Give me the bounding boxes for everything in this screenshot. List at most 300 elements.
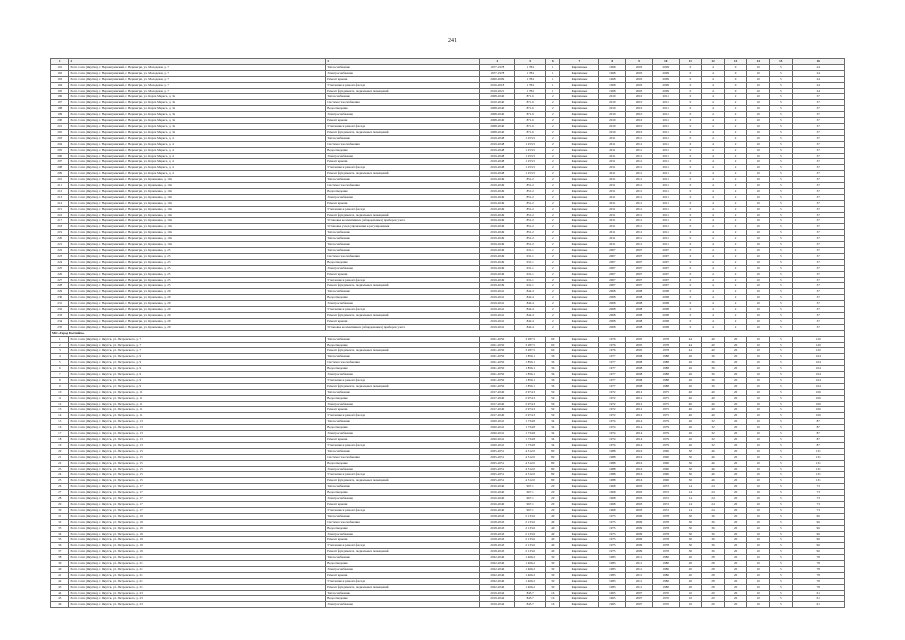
table-cell: 37 <box>792 301 844 307</box>
table-cell: 21 <box>51 454 69 460</box>
table-cell: 14 <box>679 490 702 496</box>
table-cell: 2 <box>51 342 69 348</box>
table-cell: 20 <box>724 602 747 608</box>
table-cell: 10 <box>747 177 770 183</box>
table-cell: 5 <box>769 525 792 531</box>
table-cell: 0 <box>679 88 702 94</box>
table-cell: 30 <box>51 507 69 513</box>
table-cell: 631.1 <box>515 283 546 289</box>
table-cell: 2 <box>724 230 747 236</box>
table-cell: 2008 <box>652 289 679 295</box>
table-cell: 2 <box>724 194 747 200</box>
table-cell: 46 <box>702 448 725 454</box>
table-cell: 37 <box>792 271 844 277</box>
table-cell: 2 <box>724 236 747 242</box>
table-cell: 5 <box>769 165 792 171</box>
table-cell: 30 <box>679 537 702 543</box>
table-cell: 78 <box>792 561 844 567</box>
table-cell: 2010 <box>626 94 653 100</box>
table-cell: 37 <box>792 188 844 194</box>
table-cell: 1986 <box>652 555 679 561</box>
table-cell: 40 <box>679 407 702 413</box>
table-cell: 631.1 <box>515 248 546 254</box>
table-cell: Кирпичные <box>560 135 599 141</box>
table-cell: 37 <box>792 324 844 330</box>
table-cell: 1983 <box>599 561 626 567</box>
table-cell: 2012 <box>626 401 653 407</box>
table-cell: 2 <box>724 141 747 147</box>
table-cell: 96 <box>792 525 844 531</box>
table-cell: 24 <box>792 82 844 88</box>
table-cell: 2 <box>546 218 560 224</box>
table-cell: 2011 <box>626 153 653 159</box>
table-cell: 23 <box>51 466 69 472</box>
table-cell: 1978 <box>652 342 679 348</box>
table-cell: 2 133.6 <box>515 519 546 525</box>
table-cell: 1974 <box>599 437 626 443</box>
table-cell: 1968 <box>599 88 626 94</box>
table-cell: 1 466.2 <box>515 566 546 572</box>
table-cell: 10 <box>747 64 770 70</box>
table-cell: 2014 <box>626 419 653 425</box>
table-cell: Ремонт фундамента, подвальных помещений <box>326 171 480 177</box>
table-cell: 20 <box>724 442 747 448</box>
table-cell: 2019-2049 <box>480 242 515 248</box>
table-cell: 20 <box>546 507 560 513</box>
table-cell: 10 <box>747 590 770 596</box>
table-cell: 2003 <box>626 82 653 88</box>
table-cell: 60 <box>546 336 560 342</box>
table-cell: 40 <box>702 413 725 419</box>
table-cell: 2 <box>546 324 560 330</box>
table-cell: 2007 <box>599 265 626 271</box>
table-cell: 0 <box>679 123 702 129</box>
table-cell: Респ. Саха (Якутия), г. Нерюнгринский, г. Нерюнгри, ул. Кравченко, д. 25 <box>69 283 326 289</box>
table-cell: 2018-2043 <box>480 543 515 549</box>
table-cell: 2019-2048 <box>480 135 515 141</box>
table-cell: 2009 <box>626 513 653 519</box>
table-cell: 30 <box>679 525 702 531</box>
table-cell: 2008 <box>599 295 626 301</box>
table-cell: 2009 <box>652 88 679 94</box>
table-cell: 2011 <box>626 159 653 165</box>
table-cell: 37 <box>792 218 844 224</box>
table-cell: 1965 <box>599 602 626 608</box>
table-cell: 20 <box>702 596 725 602</box>
table-cell: 2 <box>724 183 747 189</box>
table-cell: 5 <box>769 94 792 100</box>
table-cell: 2011 <box>626 183 653 189</box>
table-cell: 20 <box>546 501 560 507</box>
table-cell: 4 <box>702 123 725 129</box>
table-cell: 2011 <box>652 94 679 100</box>
table-cell: 1965 <box>599 590 626 596</box>
table-cell: 2021-2050 <box>480 377 515 383</box>
table-cell: Респ. Саха (Якутия), г. Якутск, ул. Петровского, д. 7 <box>69 342 326 348</box>
table-cell: 1 734.8 <box>515 442 546 448</box>
table-cell: Кирпичные <box>560 283 599 289</box>
table-cell: Респ. Саха (Якутия), г. Нерюнгринский, г. Нерюнгри, ул. Кравченко, д. 29 <box>69 295 326 301</box>
table-cell: 218 <box>51 224 69 230</box>
table-cell: 233 <box>51 312 69 318</box>
table-cell: 2011 <box>626 236 653 242</box>
table-cell: Ремонт фундамента, подвальных помещений <box>326 312 480 318</box>
table-cell: Кирпичные <box>560 336 599 342</box>
table-cell: 2010 <box>599 118 626 124</box>
table-cell: 0 <box>679 312 702 318</box>
table-cell: Респ. Саха (Якутия), г. Якутск, ул. Петровского, д. 17 <box>69 507 326 513</box>
table-cell: 26 <box>679 437 702 443</box>
table-cell: 80 <box>546 448 560 454</box>
table-cell: 0 <box>679 289 702 295</box>
table-cell: 2008 <box>652 312 679 318</box>
table-cell: Респ. Саха (Якутия), г. Якутск, ул. Петровского, д. 17 <box>69 484 326 490</box>
table-cell: 26 <box>679 366 702 372</box>
table-cell: Кирпичные <box>560 242 599 248</box>
table-cell: 2008-2040 <box>480 112 515 118</box>
table-cell: 37 <box>51 549 69 555</box>
table-cell: 59 <box>546 407 560 413</box>
table-cell: 20 <box>724 383 747 389</box>
table-cell: 30 <box>679 543 702 549</box>
table-cell: Респ. Саха (Якутия), г. Нерюнгринский, г. Нерюнгри, ул. Кравченко, д. 10а <box>69 194 326 200</box>
table-cell: 0 <box>679 265 702 271</box>
table-cell: 851.2 <box>515 177 546 183</box>
table-cell: 5 <box>769 141 792 147</box>
table-cell: 37 <box>792 112 844 118</box>
table-cell: 1975 <box>652 407 679 413</box>
table-cell: Электроснабжение <box>326 431 480 437</box>
table-cell: Электроснабжение <box>326 466 480 472</box>
table-cell: Водоотведение <box>326 342 480 348</box>
table-cell: 50 <box>679 478 702 484</box>
table-cell: 10 <box>747 218 770 224</box>
table-cell: 2019-2049 <box>480 283 515 289</box>
table-cell: 60 <box>546 348 560 354</box>
table-cell: 2022-2046 <box>480 584 515 590</box>
table-cell: 5 <box>769 501 792 507</box>
table-cell: 22 <box>51 460 69 466</box>
table-cell: 10 <box>747 507 770 513</box>
table-cell: 2 <box>724 171 747 177</box>
table-cell: Кирпичные <box>560 561 599 567</box>
table-cell: 5 <box>769 584 792 590</box>
table-cell: 0 <box>724 82 747 88</box>
table-cell: 1990 <box>652 472 679 478</box>
table-cell: 20 <box>724 395 747 401</box>
table-cell: Кирпичные <box>560 454 599 460</box>
table-cell: 10 <box>747 460 770 466</box>
table-cell: 1983 <box>599 584 626 590</box>
table-cell: 40 <box>546 519 560 525</box>
table-cell: 10 <box>747 377 770 383</box>
table-cell: 32 <box>702 431 725 437</box>
table-cell: 40 <box>679 395 702 401</box>
table-cell: 2009 <box>652 64 679 70</box>
table-cell: 106 <box>792 413 844 419</box>
table-cell: 80 <box>546 478 560 484</box>
table-cell: 2021-2050 <box>480 342 515 348</box>
table-cell: Респ. Саха (Якутия), г. Якутск, ул. Петровского, д. 15 <box>69 466 326 472</box>
table-cell: 2011 <box>626 171 653 177</box>
table-cell: 2016 <box>626 448 653 454</box>
table-cell: Респ. Саха (Якутия), г. Нерюнгринский, г. Нерюнгри, ул. Кравченко, д. 25 <box>69 259 326 265</box>
table-cell: 20 <box>51 448 69 454</box>
table-cell: 10 <box>747 153 770 159</box>
table-cell: 1979 <box>652 419 679 425</box>
table-cell: 46 <box>702 478 725 484</box>
table-cell: 10 <box>747 561 770 567</box>
table-cell: 0 <box>679 100 702 106</box>
table-cell: 4 <box>702 283 725 289</box>
table-cell: 37 <box>792 312 844 318</box>
table-cell: 2012 <box>626 389 653 395</box>
table-cell: 104 <box>792 366 844 372</box>
table-cell: 2010 <box>599 123 626 129</box>
table-cell: Кирпичные <box>560 566 599 572</box>
table-cell: 25 <box>51 478 69 484</box>
table-cell: 2 <box>724 312 747 318</box>
table-cell: 2 <box>724 100 747 106</box>
table-cell: 4 <box>702 183 725 189</box>
table-cell: Ремонт фундамента, подвальных помещений <box>326 283 480 289</box>
table-cell: Респ. Саха (Якутия), г. Якутск, ул. Петровского, д. 19 <box>69 531 326 537</box>
table-cell: 1 784 <box>515 88 546 94</box>
table-cell: 2 <box>546 230 560 236</box>
table-cell: Утепление и ремонт фасада <box>326 377 480 383</box>
table-cell: 2009 <box>626 543 653 549</box>
table-cell: 5 <box>769 602 792 608</box>
table-cell: Кирпичные <box>560 448 599 454</box>
table-cell: 4 <box>702 165 725 171</box>
table-cell: 10 <box>747 342 770 348</box>
table-cell: 5 <box>769 555 792 561</box>
table-cell: 131 <box>792 448 844 454</box>
table-cell: Кирпичные <box>560 165 599 171</box>
table-cell: Кирпичные <box>560 537 599 543</box>
table-cell: 2016-2040 <box>480 507 515 513</box>
table-cell: 631.1 <box>515 277 546 283</box>
table-cell: 0 <box>679 135 702 141</box>
table-cell: 2008-2040 <box>480 94 515 100</box>
table-cell: 50 <box>679 472 702 478</box>
table-cell: 967.1 <box>515 490 546 496</box>
table-cell: Теплоснабжение <box>326 555 480 561</box>
table-cell: Система газоснабжения <box>326 360 480 366</box>
table-cell: 4 <box>702 177 725 183</box>
table-cell: Кирпичные <box>560 70 599 76</box>
table-cell: 3 <box>326 59 480 65</box>
table-cell: 5 <box>769 64 792 70</box>
table-cell: 20 <box>546 490 560 496</box>
table-cell: 2007 <box>626 596 653 602</box>
table-cell: 1968 <box>599 501 626 507</box>
table-cell: 2 <box>724 200 747 206</box>
table-cell: Респ. Саха (Якутия), г. Якутск, ул. Петровского, д. 19 <box>69 549 326 555</box>
table-cell: 2003 <box>626 70 653 76</box>
table-cell: 4 <box>702 129 725 135</box>
table-cell: 967.1 <box>515 484 546 490</box>
table-cell: 2021-2050 <box>480 366 515 372</box>
table-cell: 10 <box>747 259 770 265</box>
table-cell: 20 <box>724 431 747 437</box>
table-cell: 1979 <box>652 431 679 437</box>
table-cell: 50 <box>679 448 702 454</box>
table-cell: 0 <box>724 76 747 82</box>
table-cell: 222 <box>51 248 69 254</box>
table-cell: 2005 <box>626 342 653 348</box>
table-cell: 2 <box>724 283 747 289</box>
table-cell: 5 <box>769 389 792 395</box>
table-cell: 46 <box>702 466 725 472</box>
table-cell: Кирпичные <box>560 401 599 407</box>
table-cell: 2010 <box>626 129 653 135</box>
table-cell: 2011 <box>626 230 653 236</box>
table-cell: 5 <box>769 466 792 472</box>
table-cell: 5 <box>769 153 792 159</box>
table-cell: 2003 <box>626 501 653 507</box>
table-cell: 2 <box>546 224 560 230</box>
table-cell: Респ. Саха (Якутия), г. Нерюнгринский, г. Нерюнгри, ул. Карла Маркса, д. 3а <box>69 112 326 118</box>
table-cell: 20 <box>724 454 747 460</box>
table-cell: 34 <box>546 442 560 448</box>
table-cell: 26 <box>679 419 702 425</box>
table-cell: Респ. Саха (Якутия), г. Якутск, ул. Петровского, д. 17 <box>69 501 326 507</box>
table-cell: 37 <box>792 183 844 189</box>
table-cell: 37 <box>792 129 844 135</box>
table-cell: Ремонт фундамента, подвальных помещений <box>326 129 480 135</box>
table-cell: Кирпичные <box>560 442 599 448</box>
table-cell: 4 <box>702 248 725 254</box>
table-cell: 1975 <box>599 531 626 537</box>
table-cell: 131 <box>792 460 844 466</box>
table-cell: 78 <box>792 572 844 578</box>
table-cell: 2008 <box>626 383 653 389</box>
table-cell: 14 <box>679 507 702 513</box>
table-cell: Респ. Саха (Якутия), г. Якутск, ул. Петровского, д. 15 <box>69 478 326 484</box>
table-cell: 16 <box>546 602 560 608</box>
table-cell: Респ. Саха (Якутия), г. Нерюнгринский, г. Нерюнгри, ул. Карла Маркса, д. 3а <box>69 94 326 100</box>
table-cell: 20 <box>724 342 747 348</box>
table-cell: 46 <box>51 602 69 608</box>
table-cell: Электроснабжение <box>326 301 480 307</box>
table-cell: Респ. Саха (Якутия), г. Нерюнгринский, г. Нерюнгри, ул. Карла Маркса, д. 3а <box>69 123 326 129</box>
table-cell: Водоотведение <box>326 561 480 567</box>
table-cell: 207 <box>51 159 69 165</box>
table-cell: 2007 <box>626 602 653 608</box>
table-cell: Теплоснабжение <box>326 242 480 248</box>
table-cell: 2 <box>724 259 747 265</box>
table-cell: Кирпичные <box>560 129 599 135</box>
table-cell: 2 <box>546 106 560 112</box>
table-cell: 10 <box>747 501 770 507</box>
table-cell: 5 <box>769 183 792 189</box>
table-cell: 1 734.8 <box>515 431 546 437</box>
table-cell: 10 <box>747 366 770 372</box>
table-cell: 61 <box>792 590 844 596</box>
table-cell: 2019-2041 <box>480 312 515 318</box>
table-cell: 2008-2040 <box>480 118 515 124</box>
table-cell: 851.2 <box>515 224 546 230</box>
table-cell: Респ. Саха (Якутия), г. Нерюнгринский, г. Нерюнгри, ул. Кравченко, д. 10а <box>69 183 326 189</box>
table-cell: 30 <box>546 566 560 572</box>
table-cell: 202 <box>51 129 69 135</box>
table-cell: Кирпичные <box>560 106 599 112</box>
table-cell: 20 <box>724 336 747 342</box>
table-cell: 20 <box>724 531 747 537</box>
table-cell: 1986 <box>652 572 679 578</box>
table-cell: 50 <box>679 454 702 460</box>
table-cell: 40 <box>702 395 725 401</box>
table-cell: 104 <box>792 372 844 378</box>
table-cell: 2 <box>724 248 747 254</box>
table-cell: 5 <box>51 360 69 366</box>
table-cell: 851.2 <box>515 242 546 248</box>
table-cell: 842.4 <box>515 295 546 301</box>
table-cell: 10 <box>747 407 770 413</box>
table-cell: 0 <box>679 277 702 283</box>
table-cell: 20 <box>679 584 702 590</box>
table-cell: 36 <box>702 360 725 366</box>
table-cell: 28 <box>702 584 725 590</box>
table-cell: 26 <box>679 360 702 366</box>
table-cell: 1978 <box>652 537 679 543</box>
table-cell: 2019-2049 <box>480 253 515 259</box>
table-cell: 2 133.6 <box>515 549 546 555</box>
table-cell: 10 <box>747 596 770 602</box>
table-cell: 10 <box>747 129 770 135</box>
table-cell: 1978 <box>652 525 679 531</box>
table-cell: 2 <box>546 141 560 147</box>
table-cell: 5 <box>769 490 792 496</box>
table-cell: Респ. Саха (Якутия), г. Нерюнгринский, г. Нерюнгри, ул. Кравченко, д. 10а <box>69 218 326 224</box>
table-cell: 1 <box>546 70 560 76</box>
table-cell: 1974 <box>599 419 626 425</box>
table-cell: Кирпичные <box>560 395 599 401</box>
table-cell: Респ. Саха (Якутия), г. Нерюнгринский, г. Нерюнгри, ул. Карла Маркса, д. 4 <box>69 141 326 147</box>
table-cell: 2025-2051 <box>480 466 515 472</box>
table-cell: 871.6 <box>515 129 546 135</box>
table-cell: 2011 <box>626 555 653 561</box>
table-cell: 2 <box>546 307 560 313</box>
table-cell: Кирпичные <box>560 513 599 519</box>
table-cell: Респ. Саха (Якутия), г. Нерюнгринский, г. Нерюнгри, ул. Кравченко, д. 25 <box>69 271 326 277</box>
table-cell: 5 <box>769 395 792 401</box>
table-cell: 2011 <box>652 218 679 224</box>
table-cell: Ремонт крыши <box>326 501 480 507</box>
table-cell: Система газоснабжения <box>326 519 480 525</box>
table-cell: 0 <box>679 112 702 118</box>
table-cell: Кирпичные <box>560 484 599 490</box>
table-cell: 2019-2041 <box>480 307 515 313</box>
table-cell: Водоотведение <box>326 295 480 301</box>
table-cell: Водоотведение <box>326 106 480 112</box>
table-cell: 1 466.2 <box>515 584 546 590</box>
table-cell: 4 <box>702 324 725 330</box>
table-cell: 2021-2050 <box>480 372 515 378</box>
table-cell: 10 <box>747 135 770 141</box>
table-cell: 10 <box>747 188 770 194</box>
table-cell: 5 <box>769 531 792 537</box>
table-cell: Теплоснабжение <box>326 354 480 360</box>
table-cell: 106 <box>792 395 844 401</box>
table-cell: Респ. Саха (Якутия), г. Нерюнгринский, г. Нерюнгри, ул. Кравченко, д. 29 <box>69 312 326 318</box>
table-cell: Кирпичные <box>560 183 599 189</box>
table-cell: 2 <box>546 200 560 206</box>
table-cell: 4 <box>702 236 725 242</box>
table-cell: 842.4 <box>515 301 546 307</box>
table-cell: 2008 <box>626 366 653 372</box>
